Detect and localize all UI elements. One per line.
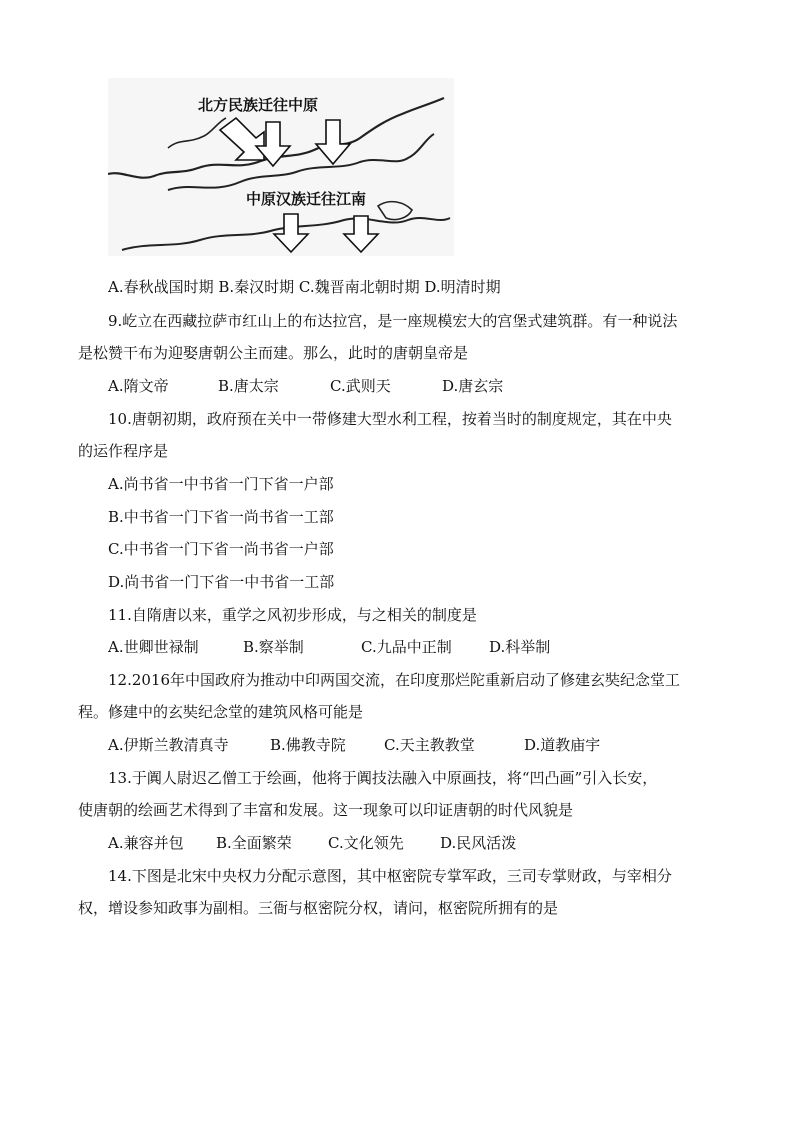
q14-stem-line-1: 14.下图是北宋中央权力分配示意图，其中枢密院专掌军政，三司专掌财政，与宰相分	[108, 867, 672, 885]
q13-option-d: D.民风活泼	[440, 834, 517, 852]
q10-option-b: B.中书省一门下省一尚书省一工部	[108, 508, 334, 526]
q9-option-b: B.唐太宗	[218, 377, 279, 395]
q11-options	[108, 637, 748, 657]
q12-option-a: A.伊斯兰教清真寺	[108, 736, 229, 754]
q13-option-b: B.全面繁荣	[216, 834, 292, 852]
map-label-north: 北方民族迁往中原	[198, 96, 319, 114]
q12-stem-line-1: 12.2016年中国政府为推动中印两国交流，在印度那烂陀重新启动了修建玄奘纪念堂工	[108, 671, 681, 689]
q8-options: A.春秋战国时期 B.秦汉时期 C.魏晋南北朝时期 D.明清时期	[108, 278, 501, 296]
q12-options	[108, 735, 748, 755]
q10-stem-line-1: 10.唐朝初期，政府预在关中一带修建大型水利工程，按着当时的制度规定，其在中央	[108, 410, 672, 428]
q13-option-a: A.兼容并包	[108, 834, 184, 852]
map-label-south: 中原汉族迁往江南	[246, 190, 367, 208]
q11-option-a: A.世卿世禄制	[108, 638, 199, 656]
q10-option-d: D.尚书省一门下省一中书省一工部	[108, 573, 335, 591]
q12-stem-line-2: 程。修建中的玄奘纪念堂的建筑风格可能是	[78, 703, 364, 721]
migration-map	[108, 78, 454, 256]
q9-options	[108, 376, 748, 396]
q11-option-c: C.九品中正制	[361, 638, 452, 656]
q9-option-a: A.隋文帝	[108, 377, 169, 395]
q10-option-a: A.尚书省一中书省一门下省一户部	[108, 475, 334, 493]
q12-option-c: C.天主教教堂	[384, 736, 475, 754]
q13-stem-line-2: 使唐朝的绘画艺术得到了丰富和发展。这一现象可以印证唐朝的时代风貌是	[78, 801, 574, 819]
q12-option-b: B.佛教寺院	[270, 736, 346, 754]
q12-option-d: D.道教庙宇	[524, 736, 601, 754]
q11-stem: 11.自隋唐以来，重学之风初步形成，与之相关的制度是	[108, 606, 477, 624]
q11-option-d: D.科举制	[489, 638, 551, 656]
q10-stem-line-2: 的运作程序是	[78, 442, 169, 460]
q13-option-c: C.文化领先	[328, 834, 404, 852]
q11-option-b: B.察举制	[243, 638, 304, 656]
q9-option-d: D.唐玄宗	[442, 377, 504, 395]
q13-options	[108, 833, 748, 853]
q9-stem-line-2: 是松赞干布为迎娶唐朝公主而建。那么，此时的唐朝皇帝是	[78, 344, 469, 362]
q13-stem-line-1: 13.于阗人尉迟乙僧工于绘画，他将于阗技法融入中原画技，将“凹凸画”引入长安，	[108, 769, 658, 787]
q9-stem-line-1: 9.屹立在西藏拉萨市红山上的布达拉宫，是一座规模宏大的宫堡式建筑群。有一种说法	[108, 312, 678, 330]
q10-option-c: C.中书省一门下省一尚书省一户部	[108, 540, 334, 558]
q9-option-c: C.武则天	[330, 377, 391, 395]
q14-stem-line-2: 权，增设参知政事为副相。三衙与枢密院分权，请问，枢密院所拥有的是	[78, 899, 559, 917]
